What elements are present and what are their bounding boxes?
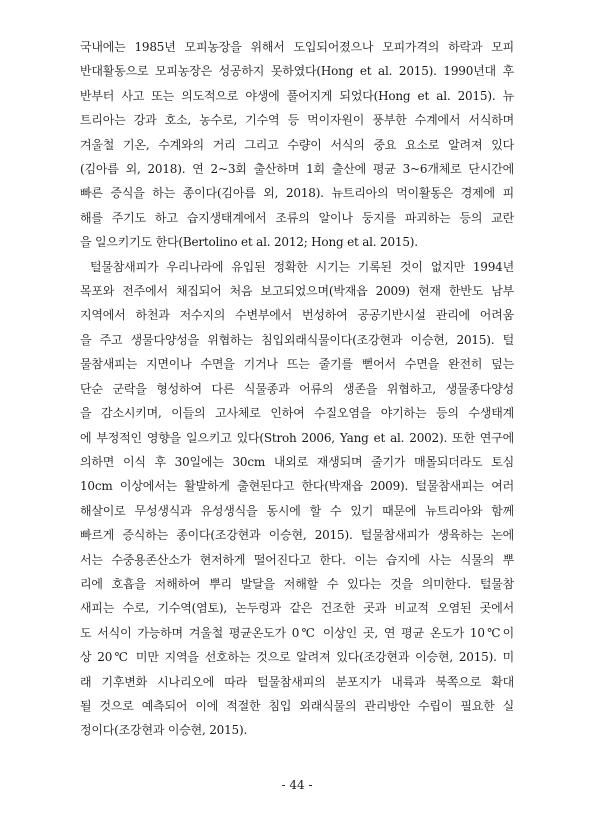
text-line: 해를 주기도 하고 습지생태계에서 조류의 알이나 둥지를 파괴하는 등의 교란 [80,210,514,225]
paragraph-paspalum [80,255,514,743]
text-line: 래 기후변화 시나리오에 따라 털물참새피의 분포지가 내륙과 북쪽으로 확대 [80,674,514,689]
text-line: 해살이로 무성생식과 유성생식을 동시에 할 수 있기 때문에 뉴트리아와 함께 [80,503,514,518]
text-line: 반대활동으로 모피농장은 성공하지 못하였다(Hong et al. 2015). 1990년대 후 [80,64,514,79]
text-line: 국내에는 1985년 모피농장을 위해서 도입되어졌으나 모피가격의 하락과 모피 [80,40,514,54]
page-number: - 44 - [281,778,313,792]
text-line: 단순 군락을 형성하여 다른 식물종과 어류의 생존을 위협하고, 생물종다양성 [80,381,514,396]
text-line: 에 부정적인 영향을 일으키고 있다(Stroh 2006, Yang et al. 2002). 또한 연구에 [80,430,514,445]
text-line: 상 20℃ 미만 지역을 선호하는 것으로 알려져 있다(조강현과 이승현, 2015). 미 [80,650,514,665]
text-line: 목포와 전주에서 채집되어 처음 보고되었으며(박재읍 2009) 현재 한반도 남부 [80,284,514,299]
text-line: 정이다(조강현과 이승현, 2015). [80,723,248,738]
text-line: 리에 호흡을 저해하여 뿌리 발달을 저해할 수 있다는 것을 의미한다. 털물참 [80,576,514,591]
text-line: 을 주고 생물다양성을 위협하는 침입외래식물이다(조강현과 이승현, 2015). 털 [80,332,514,347]
text-line: (김아름 외, 2018). 연 2~3회 출산하며 1회 출산에 평균 3~6개체로 단시간에 [80,162,514,177]
text-line: 반부터 사고 또는 의도적으로 야생에 풀어지게 되었다(Hong et al. 2015). 뉴 [80,88,514,103]
paragraph-nutria [80,35,514,255]
text-line: 트리아는 강과 호소, 농수로, 기수역 등 먹이자원이 풍부한 수계에서 서식하며 [80,113,514,128]
text-line: 을 일으키기도 한다(Bertolino et al. 2012; Hong et al. 2015). [80,235,418,250]
text-line: 빠르게 증식하는 종이다(조강현과 이승현, 2015). 털물참새피가 생육하는 논에 [80,528,514,543]
text-line: 빠른 증식을 하는 종이다(김아름 외, 2018). 뉴트리아의 먹이활동은 경제에 피 [80,186,514,201]
text-line: 을 감소시키며, 이들의 고사체로 인하여 수질오염을 야기하는 등의 수생태계 [80,406,514,421]
text-line: 새피는 수로, 기수역(염토), 논두렁과 같은 건조한 곳과 비교적 오염된 곳에서 [80,601,514,616]
text-line: 될 것으로 예측되어 이에 적절한 침입 외래식물의 관리방안 수립이 필요한 실 [80,698,514,713]
text-line: 10cm 이상에서는 활발하게 출현된다고 한다(박재읍 2009). 털물참새피는 여러 [80,479,514,494]
text-line: 도 서식이 가능하며 겨울철 평균온도가 0℃ 이상인 곳, 연 평균 온도가 10℃이 [80,625,514,640]
text-line: 서는 수중용존산소가 현저하게 떨어진다고 한다. 이는 습지에 사는 식물의 뿌 [80,552,514,567]
text-line: 의하면 이식 후 30일에는 30cm 내외로 재생되며 줄기가 매몰되더라도 토심 [80,454,514,469]
text-line: 털물참새피가 우리나라에 유입된 정확한 시기는 기록된 것이 없지만 1994년 [90,259,514,274]
text-line: 물참새피는 지면이나 수면을 기거나 뜨는 줄기를 뻗어서 수면을 완전히 덮는 [80,357,514,372]
text-line: 겨울철 기온, 수계와의 거리 그리고 수량이 서식의 중요 요소로 알려져 있다 [80,137,514,152]
text-line: 지역에서 하천과 저수지의 수변부에서 번성하여 공공기반시설 관리에 어려움 [80,308,514,323]
body-text [80,35,514,743]
